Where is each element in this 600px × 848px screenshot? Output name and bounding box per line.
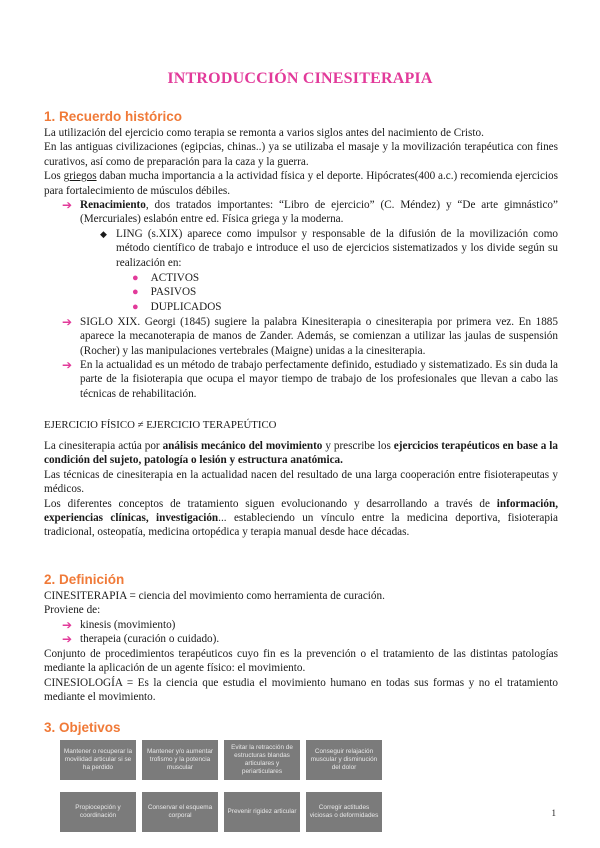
- comparison-heading: EJERCICIO FÍSICO ≠ EJERCICIO TERAPEÚTICO: [44, 419, 277, 431]
- list-item-root: [62, 632, 558, 646]
- type-label: PASIVOS: [150, 286, 197, 298]
- objective-box: Mantener o recuperar la movilidad articular si se ha perdido: [60, 740, 136, 780]
- paragraph: CINESIOLOGÍA = Es la ciencia que estudia el movimiento humano en todas sus formas y no el tratamiento mediante el movimiento.: [44, 676, 558, 704]
- page-number: 1: [551, 808, 556, 818]
- type-label: ACTIVOS: [150, 272, 200, 284]
- objective-box: Evitar la retracción de estructuras blandas articulares y periarticulares: [224, 740, 300, 780]
- definition-text: [44, 589, 558, 618]
- bold-text: ejercicios terapéuticos en base a la condición del sujeto, patología o lesión y estructura anatómica.: [44, 440, 558, 467]
- list-item-type: [132, 285, 196, 299]
- text-run: La cinesiterapia actúa por: [44, 440, 163, 452]
- paragraph: En las antiguas civilizaciones (egipcias, chinas..) ya se utilizaba el masaje y la movilización terapéutica con fines curativos, así como de preparación para la caza y la guerra.: [44, 141, 558, 168]
- section-3-heading: 3. Objetivos: [44, 720, 121, 735]
- arrow-bullet-icon: ➔: [62, 358, 73, 372]
- bold-text: Renacimiento: [80, 199, 146, 211]
- text-run: daban mucha importancia a la actividad física y el deporte. Hipócrates(400 a.c.) recomienda ejercicios para fortalecimiento de músculos débiles.: [44, 170, 559, 197]
- arrow-bullet-icon: ➔: [62, 315, 73, 329]
- dot-bullet-icon: ●: [132, 286, 139, 298]
- section-1-heading: 1. Recuerdo histórico: [44, 109, 183, 124]
- diamond-bullet-icon: ◆: [100, 229, 107, 239]
- cinesiterapia-paragraphs: [44, 439, 558, 540]
- paragraph: [44, 169, 558, 198]
- definition-more: [44, 647, 558, 705]
- objective-box: Prevenir rigidez articular: [224, 792, 300, 832]
- list-item-type: [132, 300, 222, 314]
- underlined-text: griegos: [63, 170, 97, 183]
- objective-box: Conservar el esquema corporal: [142, 792, 218, 832]
- page-title: INTRODUCCIÓN CINESITERAPIA: [167, 70, 433, 87]
- type-label: DUPLICADOS: [150, 301, 222, 313]
- paragraph: [44, 497, 558, 540]
- list-item-text: En la actualidad es un método de trabajo perfectamente definido, estudiado y sistematizado. Es sin duda la parte de la fisioterapia que ocupa el mayor tiempo de trabajo de los profesionales que llevan a cabo las técnicas de rehabilitación.: [80, 359, 558, 400]
- objective-box: Mantener y/o aumentar trofismo y la potencia muscular: [142, 740, 218, 780]
- list-item-text: LING (s.XIX) aparece como impulsor y responsable de la difusión de la movilización como método científico de trabajo e introduce el uso de ejercicios sistematizados y los divide según su realización en:: [116, 228, 558, 269]
- text-run: y prescribe los: [322, 440, 394, 452]
- objective-box: Conseguir relajación muscular y disminución del dolor: [306, 740, 382, 780]
- paragraph: [44, 439, 558, 468]
- section-1-intro: [44, 126, 558, 198]
- bold-text: información, experiencias clínicas, investigación: [44, 497, 558, 525]
- list-item-actualidad: [62, 358, 558, 401]
- list-item-ling: [100, 227, 558, 270]
- list-item-type: [132, 271, 199, 285]
- paragraph: CINESITERAPIA = ciencia del movimiento como herramienta de curación.: [44, 590, 385, 602]
- bold-text: análisis mecánico del movimiento: [162, 440, 323, 452]
- dot-bullet-icon: ●: [132, 272, 139, 284]
- arrow-bullet-icon: ➔: [62, 198, 73, 212]
- text-run: , dos tratados importantes: “Libro de ejercicio” (C. Méndez) y “De arte gimnástico” (Mercuriales) eslabón entre ed. Física griega y la moderna.: [80, 199, 558, 226]
- objective-box: Propiocepción y coordinación: [60, 792, 136, 832]
- arrow-bullet-icon: ➔: [62, 618, 73, 632]
- dot-bullet-icon: ●: [132, 301, 139, 313]
- list-item-renacimiento: [62, 198, 558, 227]
- paragraph: Conjunto de procedimientos terapéuticos cuyo fin es la prevención o el tratamiento de las distintas patologías mediante la aplicación de un agente físico: el movimiento.: [44, 648, 558, 675]
- text-run: Los: [44, 170, 64, 183]
- text-run: ... estableciendo un vínculo entre la medicina deportiva, fisioterapia tradicional, osteopatía, medicina ortopédica y terapia manual desde hace décadas.: [44, 512, 559, 539]
- section-2-heading: 2. Definición: [44, 572, 125, 587]
- paragraph: Proviene de:: [44, 604, 101, 617]
- list-item-text: kinesis (movimiento): [80, 619, 176, 631]
- objective-box: Corregir actitudes viciosas o deformidades: [306, 792, 382, 832]
- paragraph: La utilización del ejercicio como terapia se remonta a varios siglos antes del nacimiento de Cristo.: [44, 127, 484, 139]
- text-run: Los diferentes conceptos de tratamiento siguen evolucionando y desarrollando a través de: [44, 497, 497, 510]
- list-item-text: therapeia (curación o cuidado).: [80, 633, 220, 645]
- paragraph: Las técnicas de cinesiterapia en la actualidad nacen del resultado de una larga cooperación entre fisioterapeutas y médicos.: [44, 468, 558, 496]
- arrow-bullet-icon: ➔: [62, 632, 73, 646]
- list-item-root: [62, 618, 558, 632]
- list-item-text: SIGLO XIX. Georgi (1845) sugiere la palabra Kinesiterapia o cinesiterapia por primera vez. En 1885 aparece la mecanoterapia de manos de Zander. Además, se comienzan a utilizar las jaulas de suspensión (Rocher) y las manipulaciones vertebrales (Maigne) unidas a la cinesiterapia.: [80, 316, 558, 357]
- list-item-siglo: [62, 315, 558, 358]
